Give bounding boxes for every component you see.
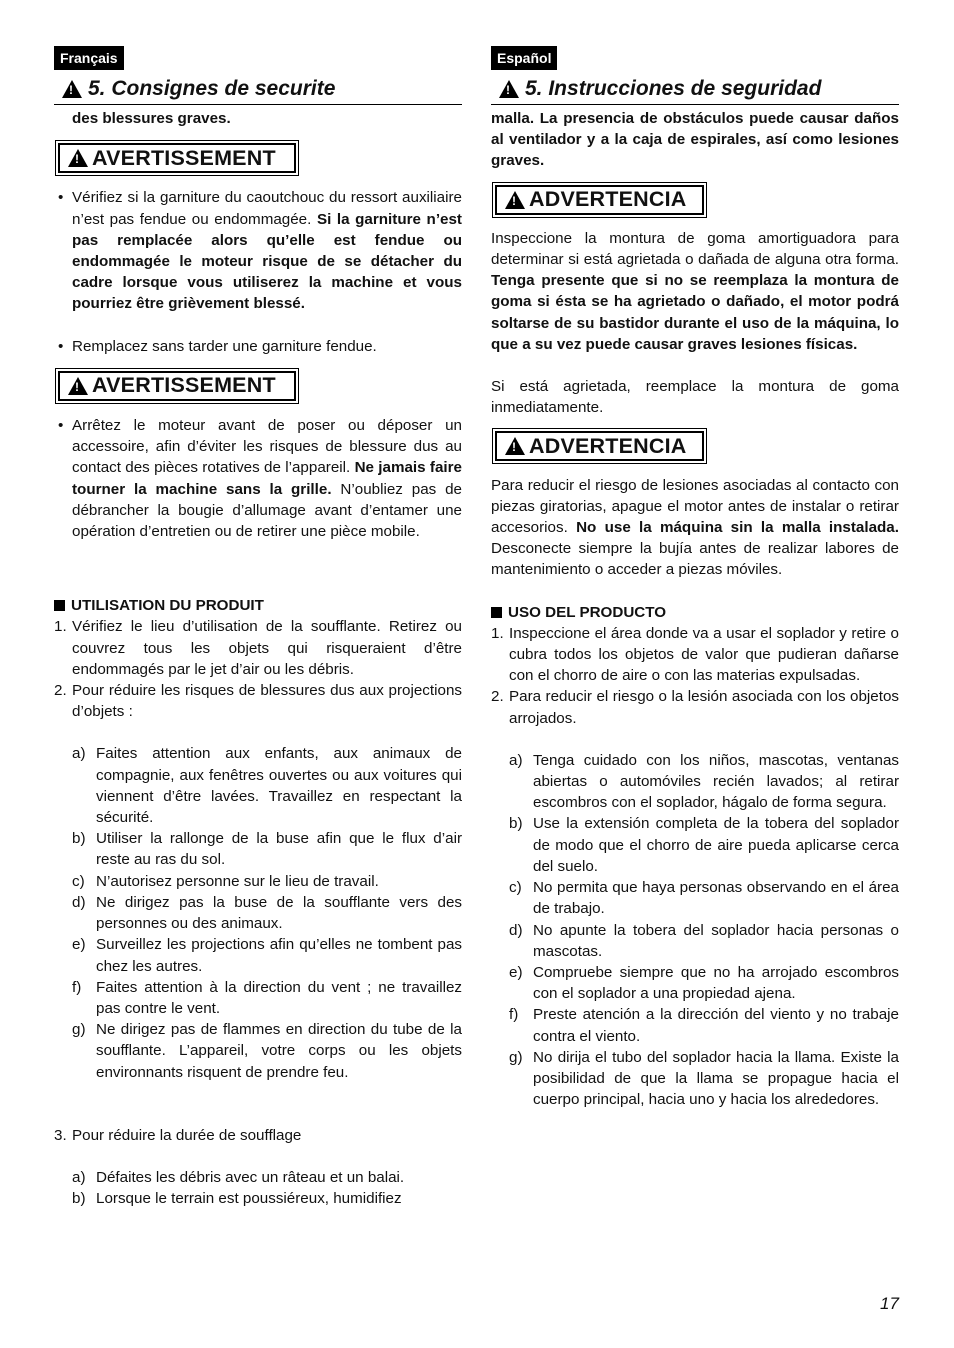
square-bullet-icon	[54, 600, 65, 611]
warning-triangle-icon	[62, 80, 82, 98]
warning-label: ADVERTENCIA	[529, 433, 687, 458]
french-column	[54, 46, 462, 1209]
bold-text: Tenga presente que si no se reemplaza la montura de goma si ésta se ha agrietado o dañado, el motor podrá soltarse de su bastidor durante el uso de la máquina, lo que a su vez puede causar graves lesiones físicas.	[491, 272, 899, 353]
plain-text: N’oubliez pas de débrancher la bougie d’allumage avant d’entamer une opération d’entretien ou de retirer une pièce mobile.	[72, 480, 462, 541]
section-header	[491, 74, 899, 105]
bold-text: No use la máquina sin la malla instalada.	[576, 519, 899, 537]
warning-triangle-icon	[68, 149, 88, 167]
sub-list-item: b) Lorsque le terrain est poussiéreux, humidifiez	[72, 1190, 402, 1208]
sub-list-item: c) N’autorisez personne sur le lieu de travail.	[72, 872, 379, 890]
warning-paragraph	[491, 475, 899, 581]
warning-triangle-icon	[68, 377, 88, 395]
warning-box	[58, 143, 296, 173]
section-header	[54, 74, 462, 105]
sub-list-item: a) Faites attention aux enfants, aux animaux de compagnie, aux fenêtres ouvertes ou aux voitures qui viennent d’être lavées. Travaillez en respectant la sécurité.	[72, 745, 462, 827]
language-tab-spanish: Español	[491, 46, 557, 70]
spanish-column	[491, 46, 899, 1110]
sub-list-item: e) Surveillez les projections afin qu’elles ne tombent pas chez les autres.	[72, 936, 462, 975]
warning-box	[58, 371, 296, 401]
continued-text: des blessures graves.	[72, 110, 231, 127]
sub-list-item: c) No permita que haya personas observando en el área de trabajo.	[509, 879, 899, 918]
list-item: 3. Pour réduire la durée de soufflage	[54, 1126, 302, 1144]
warning-box	[495, 185, 704, 215]
section-title: 5. Instrucciones de seguridad	[525, 77, 822, 101]
sub-list-item: b) Use la extensión completa de la tobera del soplador de modo que el chorro de aire pueda aplicarse cerca del suelo.	[509, 815, 899, 875]
warning-triangle-icon	[505, 437, 525, 455]
language-tab-french: Français	[54, 46, 124, 70]
section-heading: USO DEL PRODUCTO	[491, 602, 899, 623]
list-item: 1. Inspeccione el área donde va a usar el soplador y retire o cubra todos los objetos de valor que pudieran dañarse con el chorro de aire o con las materias expulsadas.	[491, 624, 899, 685]
plain-text: Inspeccione la montura de goma amortiguadora para determinar si está agrietada o dañada de alguna otra forma.	[491, 229, 899, 269]
warning-triangle-icon	[499, 80, 519, 98]
section-title: 5. Consignes de securite	[88, 77, 336, 101]
sub-list-item: a) Défaites les débris avec un râteau et un balai.	[72, 1168, 405, 1186]
section-heading: UTILISATION DU PRODUIT	[54, 595, 462, 616]
warning-label: ADVERTENCIA	[529, 187, 687, 212]
warning-paragraph	[491, 228, 899, 355]
sub-list-item: d) Ne dirigez pas la buse de la soufflante vers des personnes ou des animaux.	[72, 893, 462, 933]
warning-paragraph	[54, 187, 462, 314]
plain-text: Vérifiez si la garniture du caoutchouc du ressort auxiliaire n’est pas fendue ou endommagée.	[72, 189, 462, 228]
warning-label: AVERTISSEMENT	[92, 373, 276, 398]
square-bullet-icon	[491, 607, 502, 618]
sub-list-item: b) Utiliser la rallonge de la buse afin que le flux d’air reste au ras du sol.	[72, 830, 462, 869]
warning-paragraph: • Remplacez sans tarder une garniture fendue.	[54, 336, 462, 357]
warning-paragraph: Si está agrietada, reemplace la montura de goma inmediatamente.	[491, 378, 899, 417]
sub-list-item: e) Compruebe siempre que no ha arrojado escombros con el soplador a una propiedad ajena.	[509, 963, 899, 1003]
sub-list-item: g) Ne dirigez pas de flammes en direction du tube de la soufflante. L’appareil, votre corps ou les objets environnants risquent de prendre feu.	[72, 1021, 462, 1081]
sub-list	[491, 750, 899, 1110]
plain-text: Desconecte siempre la bujía antes de realizar labores de mantenimiento o acceder a piezas móviles.	[491, 540, 899, 579]
sub-list	[54, 743, 462, 1082]
list-item: 2. Pour réduire les risques de blessures dus aux projections d’objets :	[54, 682, 462, 721]
list-item: 2. Para reducir el riesgo o la lesión asociada con los objetos arrojados.	[491, 688, 899, 727]
sub-list-item: a) Tenga cuidado con los niños, mascotas, ventanas abiertas o automóviles recién lavados; al retirar escombros con el soplador, hágalo de forma segura.	[509, 751, 899, 812]
warning-triangle-icon	[505, 191, 525, 209]
warning-label: AVERTISSEMENT	[92, 145, 276, 170]
list-item: 1. Vérifiez le lieu d’utilisation de la soufflante. Retirez ou couvrez tous les objets qui risqueraient d’être endommagés par le jet d’air ou les débris.	[54, 618, 462, 678]
bold-text: Si la garniture n’est pas remplacée alors qu’elle est fendue ou endommagée le moteur risque de se détacher du cadre lorsque vous utiliserez la machine et vous pourriez être grièvement blessé.	[72, 210, 462, 313]
bold-text: Ne jamais faire tourner la machine sans la grille.	[72, 459, 462, 498]
page-number: 17	[880, 1294, 899, 1313]
continued-text: malla. La presencia de obstáculos puede causar daños al ventilador y a la caja de espirales, así como lesiones graves.	[491, 110, 899, 170]
plain-text: Arrêtez le moteur avant de poser ou déposer un accessoire, afin d’éviter les risques de blessure dus au contact des pièces rotatives de l’appareil.	[72, 417, 462, 477]
sub-list-item: d) No apunte la tobera del soplador hacia personas o mascotas.	[509, 921, 899, 960]
sub-list	[54, 1167, 462, 1209]
warning-paragraph	[54, 415, 462, 542]
sub-list-item: f) Preste atención a la dirección del viento y no trabaje contra el viento.	[509, 1006, 899, 1045]
warning-box	[495, 431, 704, 461]
plain-text: Para reducir el riesgo de lesiones asociadas al contacto con piezas giratorias, apague el motor antes de instalar o retirar accesorios.	[491, 476, 899, 537]
sub-list-item: g) No dirija el tubo del soplador hacia la llama. Existe la posibilidad de que la llama se propague hacia el cuerpo principal, hacia uno y hacia los alrededores.	[509, 1048, 899, 1109]
sub-list-item: f) Faites attention à la direction du vent ; ne travaillez pas contre le vent.	[72, 978, 462, 1017]
